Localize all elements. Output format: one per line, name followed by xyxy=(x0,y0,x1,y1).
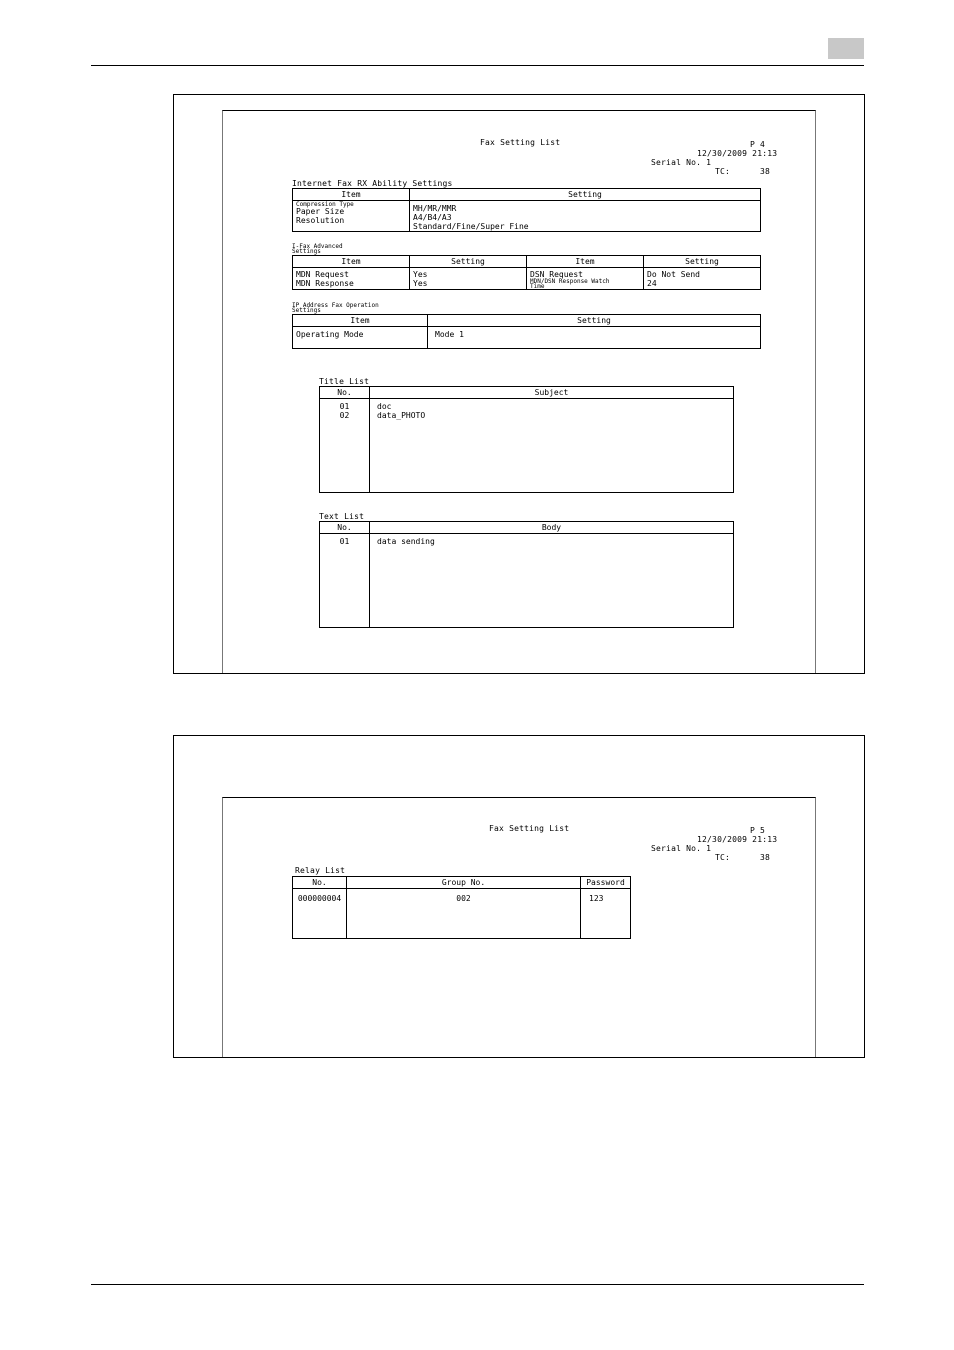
row-setting: Standard/Fine/Super Fine xyxy=(413,222,529,231)
row-setting: MH/MR/MMR xyxy=(413,204,457,213)
report-sheet-page-5 xyxy=(222,797,816,1058)
item-cell xyxy=(293,268,410,290)
row-group: 002 xyxy=(347,889,581,939)
tc-value: 38 xyxy=(760,853,771,862)
column-header: No. xyxy=(320,387,370,399)
setting-cell xyxy=(410,268,527,290)
report-datetime: 12/30/2009 21:13 xyxy=(697,149,778,158)
column-header: Item xyxy=(293,315,428,327)
report-datetime: 12/30/2009 21:13 xyxy=(697,835,778,844)
relay-list-table xyxy=(292,876,631,939)
serial-number: Serial No. 1 xyxy=(651,844,712,853)
row-item: DSN Request xyxy=(530,270,583,279)
setting-cell xyxy=(644,268,761,290)
tc-label: TC: xyxy=(715,167,731,176)
row-item: MDN Request xyxy=(296,270,349,279)
text-list-table xyxy=(319,521,734,628)
column-header: Setting xyxy=(644,256,761,268)
column-header: Item xyxy=(293,256,410,268)
title-list-table xyxy=(319,386,734,493)
page-number: P 4 xyxy=(750,140,766,149)
row-setting: Mode 1 xyxy=(428,327,761,349)
column-header: No. xyxy=(293,877,347,889)
section-heading-rx-ability: Internet Fax RX Ability Settings xyxy=(292,179,453,188)
footer-rule xyxy=(91,1284,864,1285)
chapter-tab xyxy=(828,38,864,59)
column-header: Group No. xyxy=(347,877,581,889)
item-cell xyxy=(293,201,410,232)
row-setting: 24 xyxy=(647,279,657,288)
tc-value: 38 xyxy=(760,167,771,176)
report-sheet-page-4 xyxy=(222,110,816,674)
header-rule xyxy=(91,65,864,66)
row-password: 123 xyxy=(581,889,631,939)
column-header: Setting xyxy=(410,256,527,268)
section-heading-relay-list: Relay List xyxy=(295,866,346,875)
column-header: Setting xyxy=(428,315,761,327)
tc-label: TC: xyxy=(715,853,731,862)
row-item: Resolution xyxy=(296,216,345,225)
column-header: Subject xyxy=(370,387,734,399)
column-header: No. xyxy=(320,522,370,534)
report-title: Fax Setting List xyxy=(489,824,570,833)
section-heading-text-list: Text List xyxy=(319,512,365,521)
subject-cell xyxy=(370,399,734,493)
report-title: Fax Setting List xyxy=(480,138,561,147)
row-no: 000000004 xyxy=(293,889,347,939)
figure-frame-2 xyxy=(173,735,865,1058)
row-item: Paper Size xyxy=(296,207,345,216)
section-heading-title-list: Title List xyxy=(319,377,370,386)
row-body: data sending xyxy=(370,534,734,628)
section-heading-ip-fax: IP Address Fax Operation Settings xyxy=(292,302,379,314)
section-heading-ifax-advanced: I-Fax Advanced Settings xyxy=(292,243,343,255)
row-subject: doc xyxy=(377,402,392,411)
setting-cell xyxy=(410,201,761,232)
row-setting: Do Not Send xyxy=(647,270,700,279)
column-header: Password xyxy=(581,877,631,889)
row-item: MDN Response xyxy=(296,279,354,288)
figure-frame-1 xyxy=(173,94,865,674)
row-item: MDN/DSN Response Watch Time xyxy=(530,278,610,290)
row-item: Compression Type xyxy=(296,201,354,208)
item-cell xyxy=(527,268,644,290)
serial-number: Serial No. 1 xyxy=(651,158,712,167)
page-number: P 5 xyxy=(750,826,766,835)
row-no: 02 xyxy=(339,411,350,420)
row-setting: Yes xyxy=(413,279,428,288)
row-no: 01 xyxy=(339,402,350,411)
column-header: Setting xyxy=(410,189,761,201)
row-subject: data_PHOTO xyxy=(377,411,426,420)
ifax-advanced-table xyxy=(292,255,761,290)
row-item: Operating Mode xyxy=(293,327,428,349)
row-no: 01 xyxy=(320,534,370,628)
row-setting: Yes xyxy=(413,270,428,279)
column-header: Item xyxy=(293,189,410,201)
row-setting: A4/B4/A3 xyxy=(413,213,452,222)
rx-ability-table xyxy=(292,188,761,232)
ip-fax-table xyxy=(292,314,761,349)
column-header: Item xyxy=(527,256,644,268)
column-header: Body xyxy=(370,522,734,534)
no-cell xyxy=(320,399,370,493)
